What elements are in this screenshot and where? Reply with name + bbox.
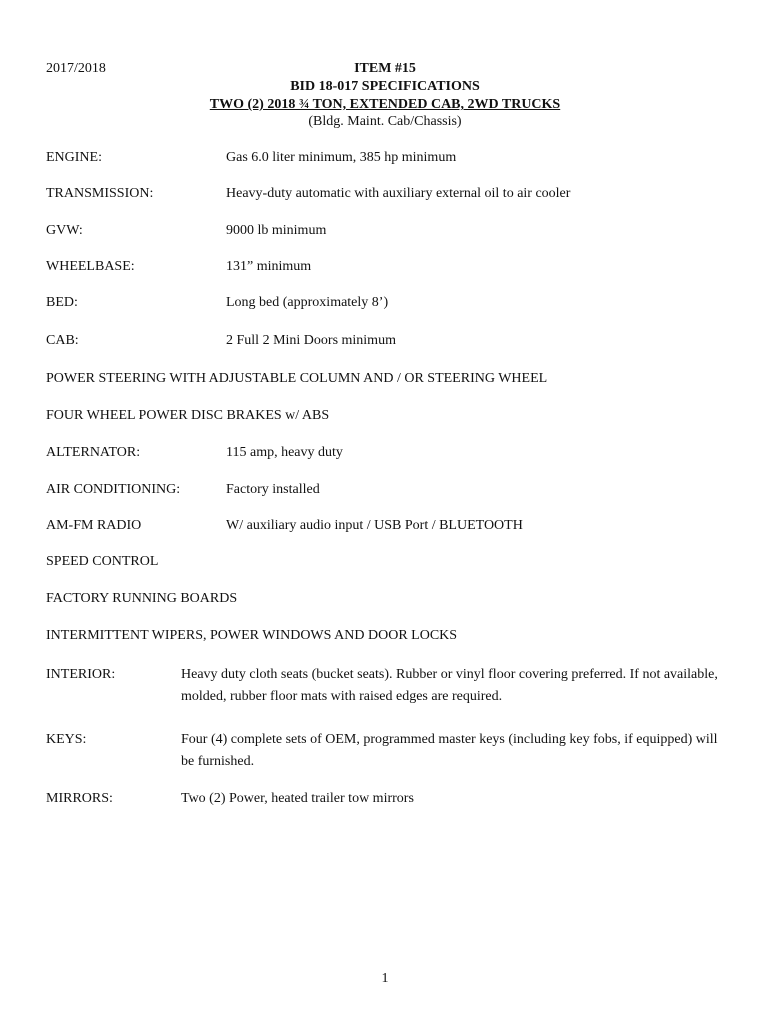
item-number: ITEM #15 <box>354 61 416 76</box>
interior-value: Heavy duty cloth seats (bucket seats). Rubber or vinyl floor covering preferred. If not available, molded, rubber floor mats with raised edges are required. <box>181 667 718 704</box>
mirrors-label: MIRRORS: <box>46 791 113 806</box>
speed-control-line: SPEED CONTROL <box>46 554 159 569</box>
transmission-label: TRANSMISSION: <box>46 186 154 201</box>
alternator-value: 115 amp, heavy duty <box>226 445 343 460</box>
mirrors-value: Two (2) Power, heated trailer tow mirrors <box>181 791 414 806</box>
document-title: TWO (2) 2018 ¾ TON, EXTENDED CAB, 2WD TRUCKS <box>209 97 561 112</box>
transmission-value: Heavy-duty automatic with auxiliary external oil to air cooler <box>226 186 571 201</box>
radio-label: AM-FM RADIO <box>46 518 142 533</box>
cab-label: CAB: <box>46 333 79 348</box>
engine-value: Gas 6.0 liter minimum, 385 hp minimum <box>226 150 457 165</box>
wheelbase-value: 131” minimum <box>226 259 312 274</box>
bid-title: BID 18-017 SPECIFICATIONS <box>290 79 480 94</box>
bed-value: Long bed (approximately 8’) <box>226 295 389 310</box>
keys-value: Four (4) complete sets of OEM, programmed master keys (including key fobs, if equipped) will be furnished. <box>181 732 718 769</box>
wipers-line: INTERMITTENT WIPERS, POWER WINDOWS AND DOOR LOCKS <box>46 628 458 643</box>
cab-value: 2 Full 2 Mini Doors minimum <box>226 333 396 348</box>
keys-label: KEYS: <box>46 732 87 747</box>
gvw-value: 9000 lb minimum <box>226 223 327 238</box>
page-number: 1 <box>381 971 389 986</box>
running-boards-line: FACTORY RUNNING BOARDS <box>46 591 238 606</box>
air-conditioning-label: AIR CONDITIONING: <box>46 482 181 497</box>
interior-label: INTERIOR: <box>46 667 116 682</box>
bed-label: BED: <box>46 295 78 310</box>
alternator-label: ALTERNATOR: <box>46 445 141 460</box>
gvw-label: GVW: <box>46 223 83 238</box>
engine-label: ENGINE: <box>46 150 102 165</box>
brakes-line: FOUR WHEEL POWER DISC BRAKES w/ ABS <box>46 408 330 423</box>
radio-value: W/ auxiliary audio input / USB Port / BLUETOOTH <box>226 518 523 533</box>
document-subtitle: (Bldg. Maint. Cab/Chassis) <box>308 114 462 129</box>
wheelbase-label: WHEELBASE: <box>46 259 135 274</box>
air-conditioning-value: Factory installed <box>226 482 320 497</box>
document-year: 2017/2018 <box>46 61 106 76</box>
power-steering-line: POWER STEERING WITH ADJUSTABLE COLUMN AND / OR STEERING WHEEL <box>46 371 548 386</box>
